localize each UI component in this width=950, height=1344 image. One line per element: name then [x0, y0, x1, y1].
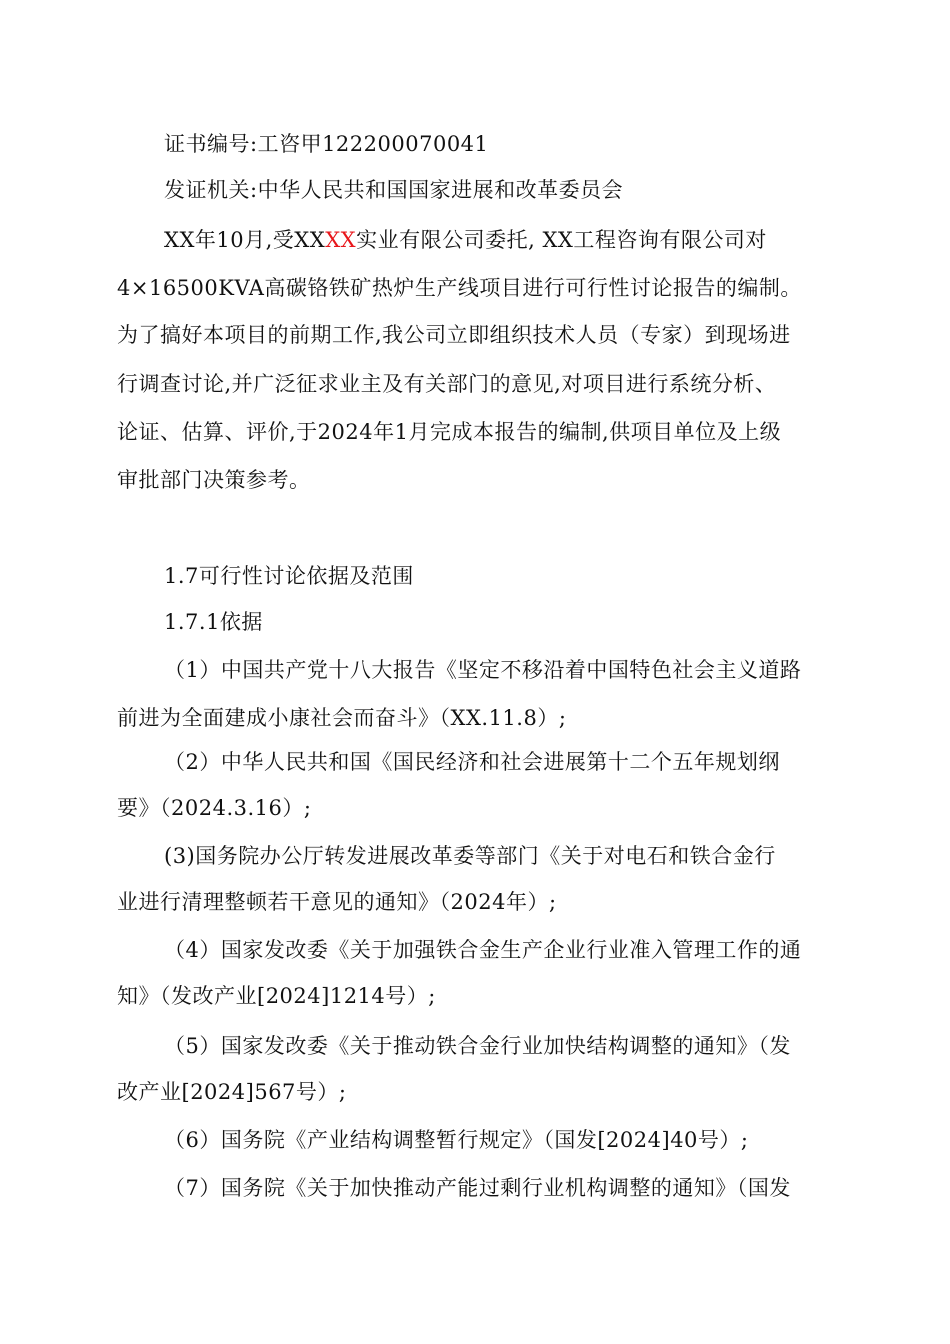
- basis-item-7-line-1: （7）国务院《关于加快推动产能过剩行业机构调整的通知》（国发: [164, 1176, 791, 1200]
- subsection-heading: 1.7.1依据: [164, 610, 263, 634]
- intro-line-2: 4×16500KVA高碳铬铁矿热炉生产线项目进行可行性讨论报告的编制。: [117, 276, 802, 300]
- intro-line-3: 为了搞好本项目的前期工作,我公司立即组织技术人员（专家）到现场进: [117, 323, 791, 347]
- issuing-authority: 发证机关:中华人民共和国国家进展和改革委员会: [164, 178, 624, 202]
- intro-line-1-text-a: XX年10月,受XX: [164, 228, 326, 252]
- basis-item-1-line-2: 前进为全面建成小康社会而奋斗》（XX.11.8）;: [117, 706, 567, 730]
- intro-line-1-text-b: 实业有限公司委托, XX工程咨询有限公司对: [356, 228, 767, 252]
- basis-item-2-line-2: 要》（2024.3.16）;: [117, 796, 312, 820]
- basis-item-4-line-2: 知》（发改产业[2024]1214号）;: [117, 984, 436, 1008]
- basis-item-2-line-1: （2）中华人民共和国《国民经济和社会进展第十二个五年规划纲: [164, 750, 780, 774]
- basis-item-5-line-2: 改产业[2024]567号）;: [117, 1080, 347, 1104]
- intro-highlight-text: XX: [325, 228, 357, 252]
- basis-item-1-line-1: （1）中国共产党十八大报告《坚定不移沿着中国特色社会主义道路: [164, 658, 802, 682]
- basis-item-6-line-1: （6）国务院《产业结构调整暂行规定》（国发[2024]40号）;: [164, 1128, 749, 1152]
- intro-line-1: [164, 226, 767, 254]
- intro-line-4: 行调查讨论,并广泛征求业主及有关部门的意见,对项目进行系统分析、: [117, 372, 777, 396]
- section-heading: 1.7可行性讨论依据及范围: [164, 564, 414, 588]
- basis-item-5-line-1: （5）国家发改委《关于推动铁合金行业加快结构调整的通知》（发: [164, 1034, 791, 1058]
- basis-item-3-line-2: 业进行清理整顿若干意见的通知》（2024年）;: [117, 890, 557, 914]
- basis-item-4-line-1: （4）国家发改委《关于加强铁合金生产企业行业准入管理工作的通: [164, 938, 802, 962]
- certificate-number: 证书编号:工咨甲122200070041: [164, 132, 489, 156]
- intro-line-6: 审批部门决策参考。: [117, 468, 311, 492]
- basis-item-3-line-1: (3)国务院办公厅转发进展改革委等部门《关于对电石和铁合金行: [164, 844, 776, 868]
- intro-line-5: 论证、估算、评价,于2024年1月完成本报告的编制,供项目单位及上级: [117, 420, 782, 444]
